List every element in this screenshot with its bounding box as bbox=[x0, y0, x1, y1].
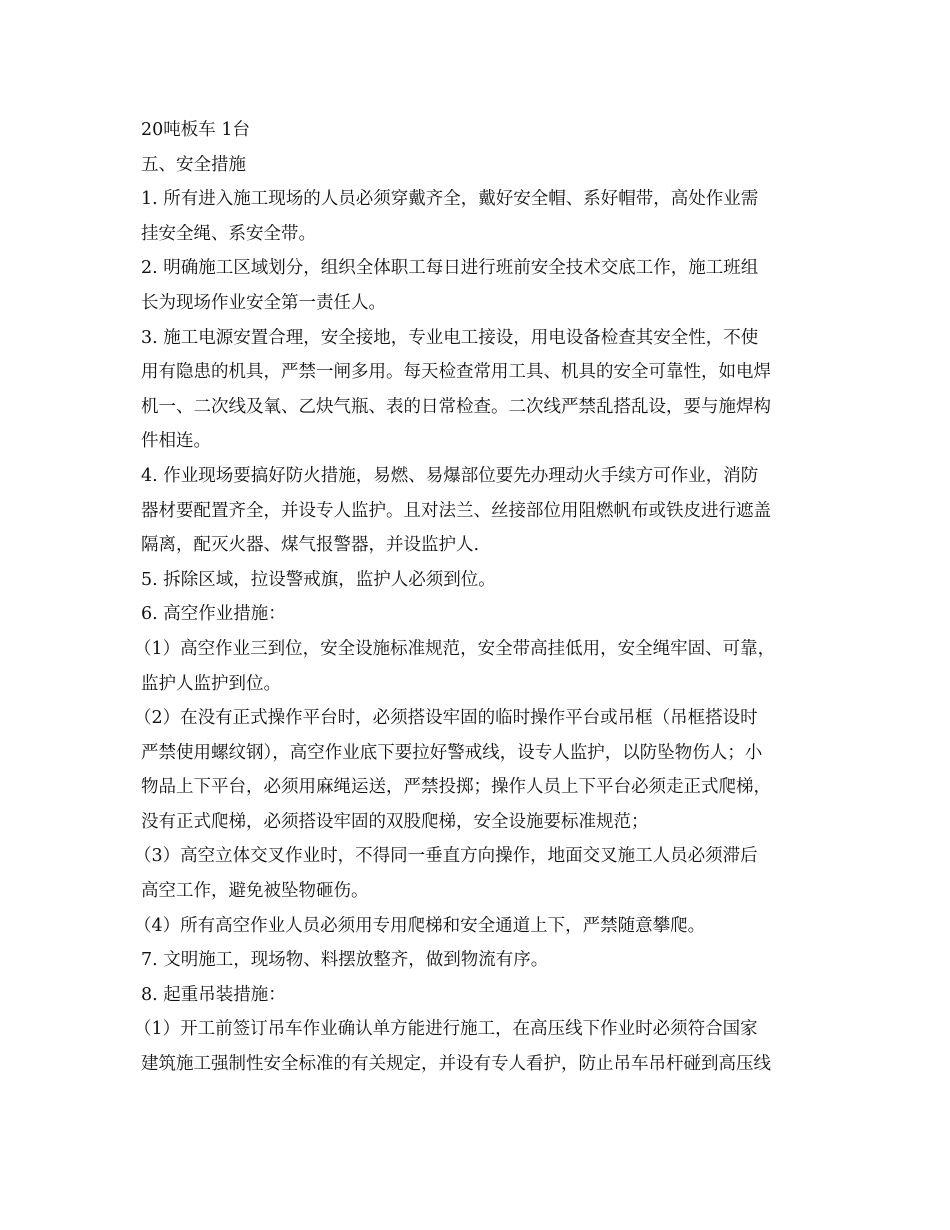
text-line: 器材要配置齐全，并设专人监护。且对法兰、丝接部位用阻燃帆布或铁皮进行遮盖 bbox=[141, 500, 771, 521]
text-line: 4. 作业现场要搞好防火措施，易燃、易爆部位要先办理动火手续方可作业，消防 bbox=[141, 465, 759, 486]
text-line: 严禁使用螺纹钢），高空作业底下要拉好警戒线，设专人监护，以防坠物伤人；小 bbox=[141, 742, 763, 763]
text-line: 监护人监护到位。 bbox=[141, 673, 281, 694]
text-line: （1）高空作业三到位，安全设施标准规范，安全带高挂低用，安全绳牢固、可靠， bbox=[134, 638, 776, 659]
text-line: 用有隐患的机具，严禁一闸多用。每天检查常用工具、机具的安全可靠性，如电焊 bbox=[141, 362, 771, 383]
document-body bbox=[134, 113, 841, 1082]
text-line: （2）在没有正式操作平台时，必须搭设牢固的临时操作平台或吊框（吊框搭设时 bbox=[134, 708, 758, 729]
text-line: 机一、二次线及氧、乙炔气瓶、表的日常检查。二次线严禁乱搭乱设，要与施焊构 bbox=[141, 396, 771, 417]
text-line: 件相连。 bbox=[141, 431, 211, 452]
text-line: 7. 文明施工，现场物、料摆放整齐，做到物流有序。 bbox=[141, 950, 549, 971]
text-line: 2. 明确施工区域划分，组织全体职工每日进行班前安全技术交底工作，施工班组 bbox=[141, 258, 759, 279]
text-line: 隔离，配灭火器、煤气报警器，并设监护人. bbox=[141, 535, 480, 556]
text-line: （1）开工前签订吊车作业确认单方能进行施工，在高压线下作业时必须符合国家 bbox=[134, 1019, 758, 1040]
text-line: 建筑施工强制性安全标准的有关规定，并设有专人看护，防止吊车吊杆碰到高压线 bbox=[141, 1054, 771, 1075]
text-line: 挂安全绳、系安全带。 bbox=[141, 223, 316, 244]
text-line: 5. 拆除区域，拉设警戒旗，监护人必须到位。 bbox=[141, 569, 496, 590]
text-line: 长为现场作业安全第一责任人。 bbox=[141, 292, 386, 313]
text-line: 3. 施工电源安置合理，安全接地，专业电工接设，用电设备检查其安全性，不使 bbox=[141, 327, 759, 348]
text-line: 1. 所有进入施工现场的人员必须穿戴齐全，戴好安全帽、系好帽带，高处作业需 bbox=[141, 189, 759, 210]
text-line: 没有正式爬梯，必须搭设牢固的双股爬梯，安全设施要标准规范； bbox=[141, 811, 649, 832]
text-line: （3）高空立体交叉作业时，不得同一垂直方向操作，地面交叉施工人员必须滞后 bbox=[134, 846, 758, 867]
text-line: 6. 高空作业措施： bbox=[141, 604, 286, 625]
text-line: 物品上下平台，必须用麻绳运送，严禁投掷；操作人员上下平台必须走正式爬梯， bbox=[141, 777, 771, 798]
section-heading: 五、安全措施 bbox=[141, 154, 246, 175]
text-line: 20吨板车 1台 bbox=[141, 120, 250, 140]
text-line: 高空工作，避免被坠物砸伤。 bbox=[141, 881, 369, 902]
text-line: （4）所有高空作业人员必须用专用爬梯和安全通道上下，严禁随意攀爬。 bbox=[134, 915, 706, 936]
text-line: 8. 起重吊装措施： bbox=[141, 984, 286, 1005]
